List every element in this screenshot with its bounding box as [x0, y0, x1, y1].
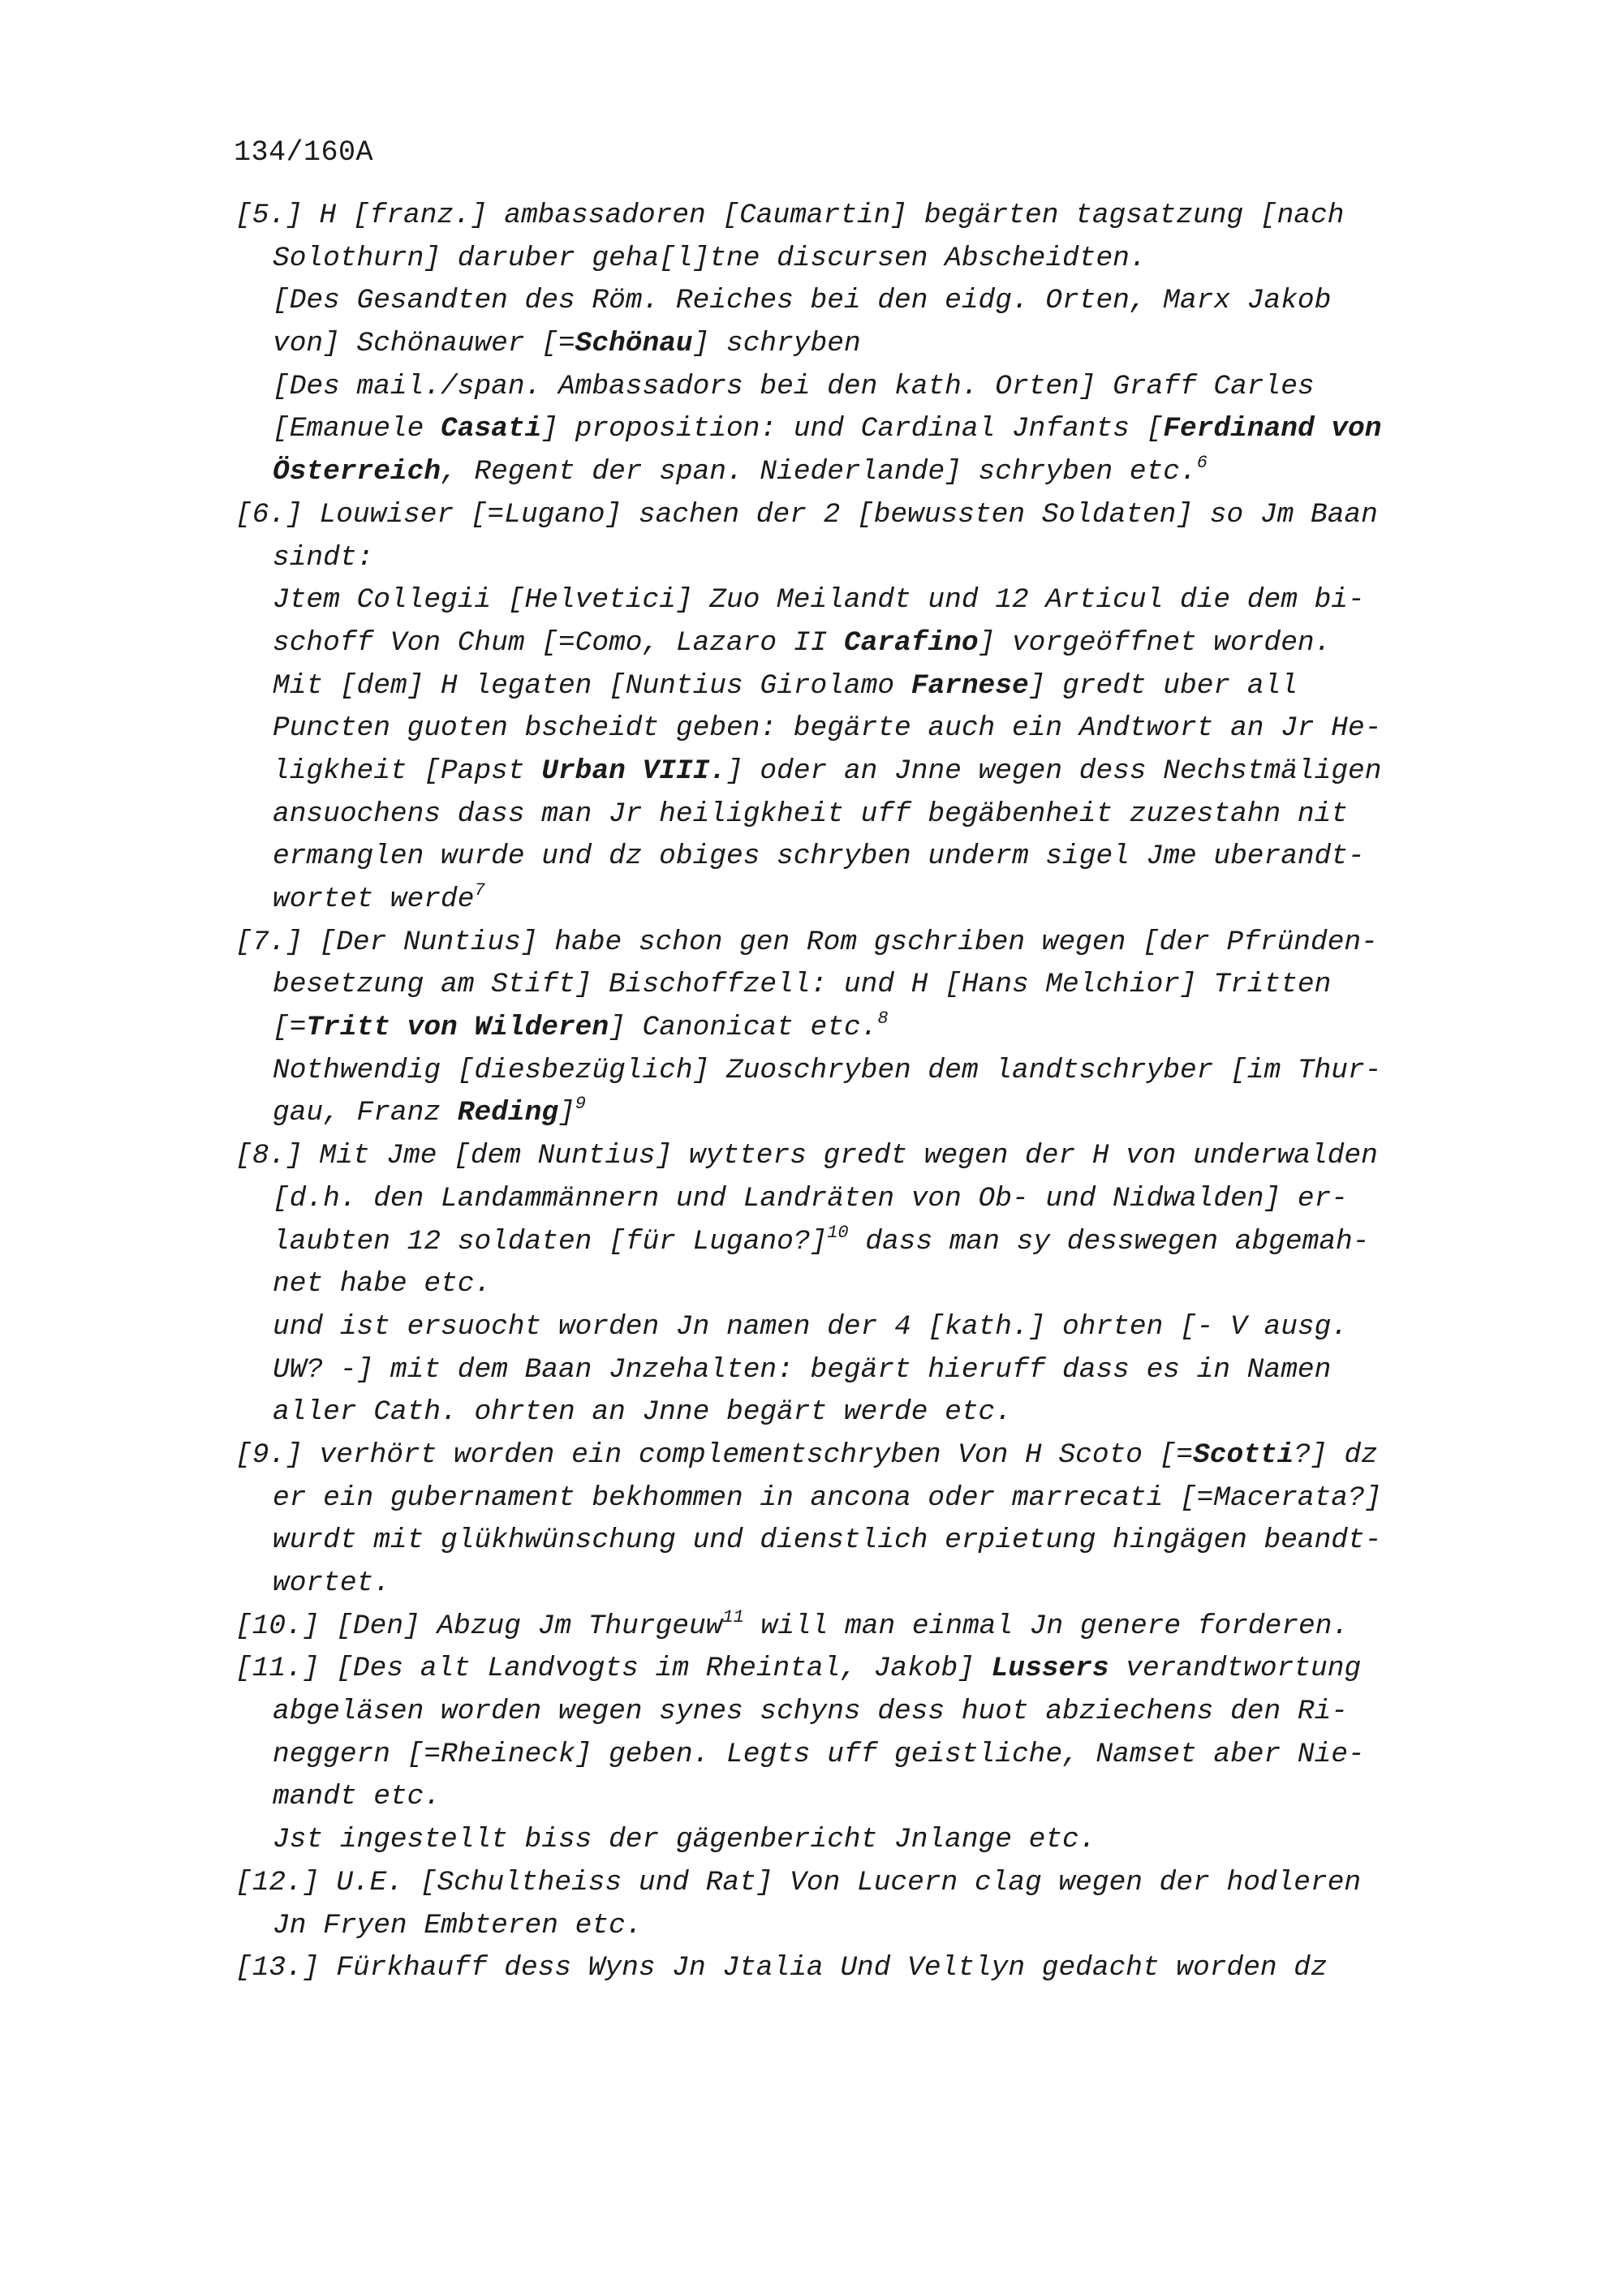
- text-line: [235, 1563, 1485, 1606]
- text-segment: [9.] verhört worden ein complementschryben Von H Scoto [=: [235, 1438, 1194, 1471]
- bold-name: Schönau: [575, 328, 693, 360]
- text-segment: ansuochens dass man Jr heiligkheit uff begäbenheit zuzestahn nit: [273, 798, 1349, 830]
- text-segment: ] Canonicat etc.: [609, 1012, 878, 1044]
- text-segment: laubten 12 soldaten [für Lugano?]: [273, 1225, 828, 1258]
- text-line: [235, 1905, 1485, 1948]
- page-number: 134/160A: [234, 136, 374, 169]
- bold-name: Ferdinand von: [1163, 413, 1382, 445]
- text-segment: Puncten guoten bscheidt geben: begärte auch ein Andtwort an Jr He-: [273, 712, 1382, 745]
- entry-paragraph: [235, 1606, 1485, 1649]
- text-segment: [6.] Louwiser [=Lugano] sachen der 2 [bewussten Soldaten] so Jm Baan: [235, 498, 1378, 531]
- text-segment: , Regent der span. Niederlande] schryben etc.: [441, 456, 1197, 488]
- text-segment: Mit [dem] H legaten [Nuntius Girolamo: [273, 669, 911, 702]
- bold-name: Lussers: [991, 1653, 1109, 1685]
- document-body: [235, 195, 1485, 1990]
- entry-paragraph: [235, 1434, 1485, 1606]
- text-segment: neggern [=Rheineck] geben. Legts uff geistliche, Namset aber Nie-: [273, 1738, 1365, 1770]
- text-segment: schoff Von Chum [=Como, Lazaro II: [273, 626, 844, 659]
- entry-paragraph: [235, 1135, 1485, 1434]
- text-line: [235, 750, 1485, 793]
- text-segment: besetzung am Stift] Bischoffzell: und H [Hans Melchior] Tritten: [273, 969, 1332, 1001]
- text-segment: ] schryben: [692, 328, 861, 360]
- text-line: [235, 665, 1485, 708]
- text-segment: ermanglen wurde und dz obiges schryben underm sigel Jme uberandt-: [273, 841, 1365, 873]
- text-segment: ] proposition: und Cardinal Jnfants [: [541, 413, 1164, 445]
- bold-name: Carafino: [843, 626, 979, 659]
- text-segment: dass man sy desswegen abgemah-: [848, 1225, 1370, 1258]
- footnote-marker: 8: [877, 1008, 889, 1030]
- footnote-marker: 6: [1196, 453, 1208, 474]
- text-line: [235, 1520, 1485, 1563]
- text-line: [235, 1477, 1485, 1520]
- text-line: [235, 622, 1485, 665]
- text-line: [235, 1306, 1485, 1349]
- text-segment: ] oder an Jnne wegen dess Nechstmäligen: [726, 755, 1382, 787]
- entry-paragraph: [235, 195, 1485, 494]
- text-line: [235, 366, 1485, 409]
- text-line: [235, 964, 1485, 1007]
- footnote-marker: 10: [827, 1222, 849, 1243]
- text-segment: sindt:: [273, 541, 374, 574]
- text-line: [235, 1691, 1485, 1734]
- text-segment: [5.] H [franz.] ambassadoren [Caumartin] begärten tagsatzung [nach: [235, 200, 1345, 231]
- text-line: [235, 1606, 1485, 1649]
- text-line: [235, 1349, 1485, 1392]
- text-segment: ] gredt uber all: [1028, 669, 1298, 702]
- text-line: [235, 408, 1485, 451]
- text-segment: [8.] Mit Jme [dem Nuntius] wytters gredt wegen der H von underwalden: [235, 1140, 1378, 1172]
- text-segment: [Emanuele: [273, 413, 441, 445]
- text-segment: verandtwortung: [1109, 1653, 1362, 1685]
- text-segment: wortet.: [273, 1567, 390, 1599]
- text-segment: Nothwendig [diesbezüglich] Zuoschryben dem landtschryber [im Thur-: [273, 1054, 1382, 1086]
- text-line: [235, 451, 1485, 494]
- text-line: [235, 1947, 1485, 1990]
- text-line: [235, 836, 1485, 879]
- text-segment: [=: [273, 1012, 307, 1044]
- text-line: [235, 195, 1485, 238]
- entry-paragraph: [235, 1648, 1485, 1861]
- text-line: [235, 1819, 1485, 1862]
- text-segment: wortet werde: [273, 884, 475, 915]
- text-segment: gau, Franz: [273, 1097, 458, 1129]
- text-line: [235, 1648, 1485, 1691]
- bold-name: Urban VIII.: [541, 755, 727, 787]
- text-line: [235, 1734, 1485, 1777]
- text-line: [235, 1263, 1485, 1306]
- text-line: [235, 1862, 1485, 1905]
- footnote-marker: 11: [722, 1606, 744, 1627]
- text-segment: Jn Fryen Embteren etc.: [273, 1909, 643, 1941]
- text-segment: [10.] [Den] Abzug Jm Thurgeuw: [235, 1610, 723, 1642]
- text-segment: [7.] [Der Nuntius] habe schon gen Rom gschriben wegen [der Pfründen-: [235, 926, 1378, 958]
- text-line: [235, 579, 1485, 622]
- bold-name: Österreich: [273, 456, 441, 488]
- bold-name: Reding: [457, 1097, 558, 1129]
- text-segment: abgeläsen worden wegen synes schyns dess huot abziechens den Ri-: [273, 1696, 1349, 1728]
- text-segment: [12.] U.E. [Schultheiss und Rat] Von Lucern clag wegen der hodleren: [235, 1866, 1362, 1898]
- text-line: [235, 793, 1485, 836]
- text-segment: aller Cath. ohrten an Jnne begärt werde etc.: [273, 1396, 1012, 1429]
- text-line: [235, 922, 1485, 965]
- footnote-marker: 9: [575, 1094, 586, 1115]
- text-segment: und ist ersuocht worden Jn namen der 4 [kath.] ohrten [- V ausg.: [273, 1310, 1349, 1343]
- text-segment: wurdt mit glükhwünschung und dienstlich erpietung hingägen beandt-: [273, 1524, 1382, 1557]
- text-segment: [11.] [Des alt Landvogts im Rheintal, Jakob]: [235, 1653, 992, 1685]
- text-segment: Solothurn] daruber geha[l]tne discursen Abscheidten.: [273, 242, 1147, 274]
- text-segment: [d.h. den Landammännern und Landräten von Ob- und Nidwalden] er-: [273, 1182, 1349, 1215]
- text-segment: net habe etc.: [273, 1268, 492, 1301]
- text-line: [235, 537, 1485, 580]
- text-segment: [13.] Fürkhauff dess Wyns Jn Jtalia Und Veltlyn gedacht worden dz: [235, 1952, 1328, 1984]
- bold-name: Farnese: [911, 669, 1029, 702]
- text-line: [235, 1092, 1485, 1135]
- text-line: [235, 1391, 1485, 1434]
- text-line: [235, 1050, 1485, 1093]
- text-line: [235, 1434, 1485, 1477]
- text-line: [235, 323, 1485, 366]
- entry-paragraph: [235, 494, 1485, 922]
- text-segment: ] vorgeöffnet worden.: [978, 626, 1332, 659]
- bold-name: Casati: [441, 413, 542, 445]
- entry-paragraph: [235, 1947, 1485, 1990]
- text-line: [235, 238, 1485, 281]
- text-segment: Jtem Collegii [Helvetici] Zuo Meilandt und 12 Articul die dem bi-: [273, 584, 1365, 617]
- text-line: [235, 280, 1485, 323]
- bold-name: Tritt von Wilderen: [306, 1012, 609, 1044]
- text-segment: UW? -] mit dem Baan Jnzehalten: begärt hieruff dass es in Namen: [273, 1353, 1332, 1386]
- text-segment: ligkheit [Papst: [273, 755, 542, 787]
- text-line: [235, 879, 1485, 922]
- text-line: [235, 1007, 1485, 1050]
- text-line: [235, 1221, 1485, 1264]
- text-line: [235, 494, 1485, 537]
- entry-paragraph: [235, 922, 1485, 1135]
- text-segment: will man einmal Jn genere forderen.: [743, 1610, 1350, 1642]
- text-segment: Jst ingestellt biss der gägenbericht Jnlange etc.: [273, 1824, 1096, 1856]
- text-line: [235, 707, 1485, 750]
- text-line: [235, 1178, 1485, 1221]
- text-segment: [Des Gesandten des Röm. Reiches bei den eidg. Orten, Marx Jakob: [273, 285, 1332, 317]
- footnote-marker: 7: [474, 880, 485, 901]
- text-segment: [Des mail./span. Ambassadors bei den kath. Orten] Graff Carles: [273, 370, 1315, 402]
- text-segment: ?] dz: [1294, 1438, 1378, 1471]
- text-segment: er ein gubernament bekhommen in ancona oder marrecati [=Macerata?]: [273, 1481, 1382, 1514]
- text-segment: mandt etc.: [273, 1781, 441, 1813]
- text-line: [235, 1776, 1485, 1819]
- text-line: [235, 1135, 1485, 1178]
- text-segment: ]: [558, 1097, 575, 1129]
- bold-name: Scotti: [1193, 1438, 1294, 1471]
- text-segment: von] Schönauwer [=: [273, 328, 575, 360]
- entry-paragraph: [235, 1862, 1485, 1947]
